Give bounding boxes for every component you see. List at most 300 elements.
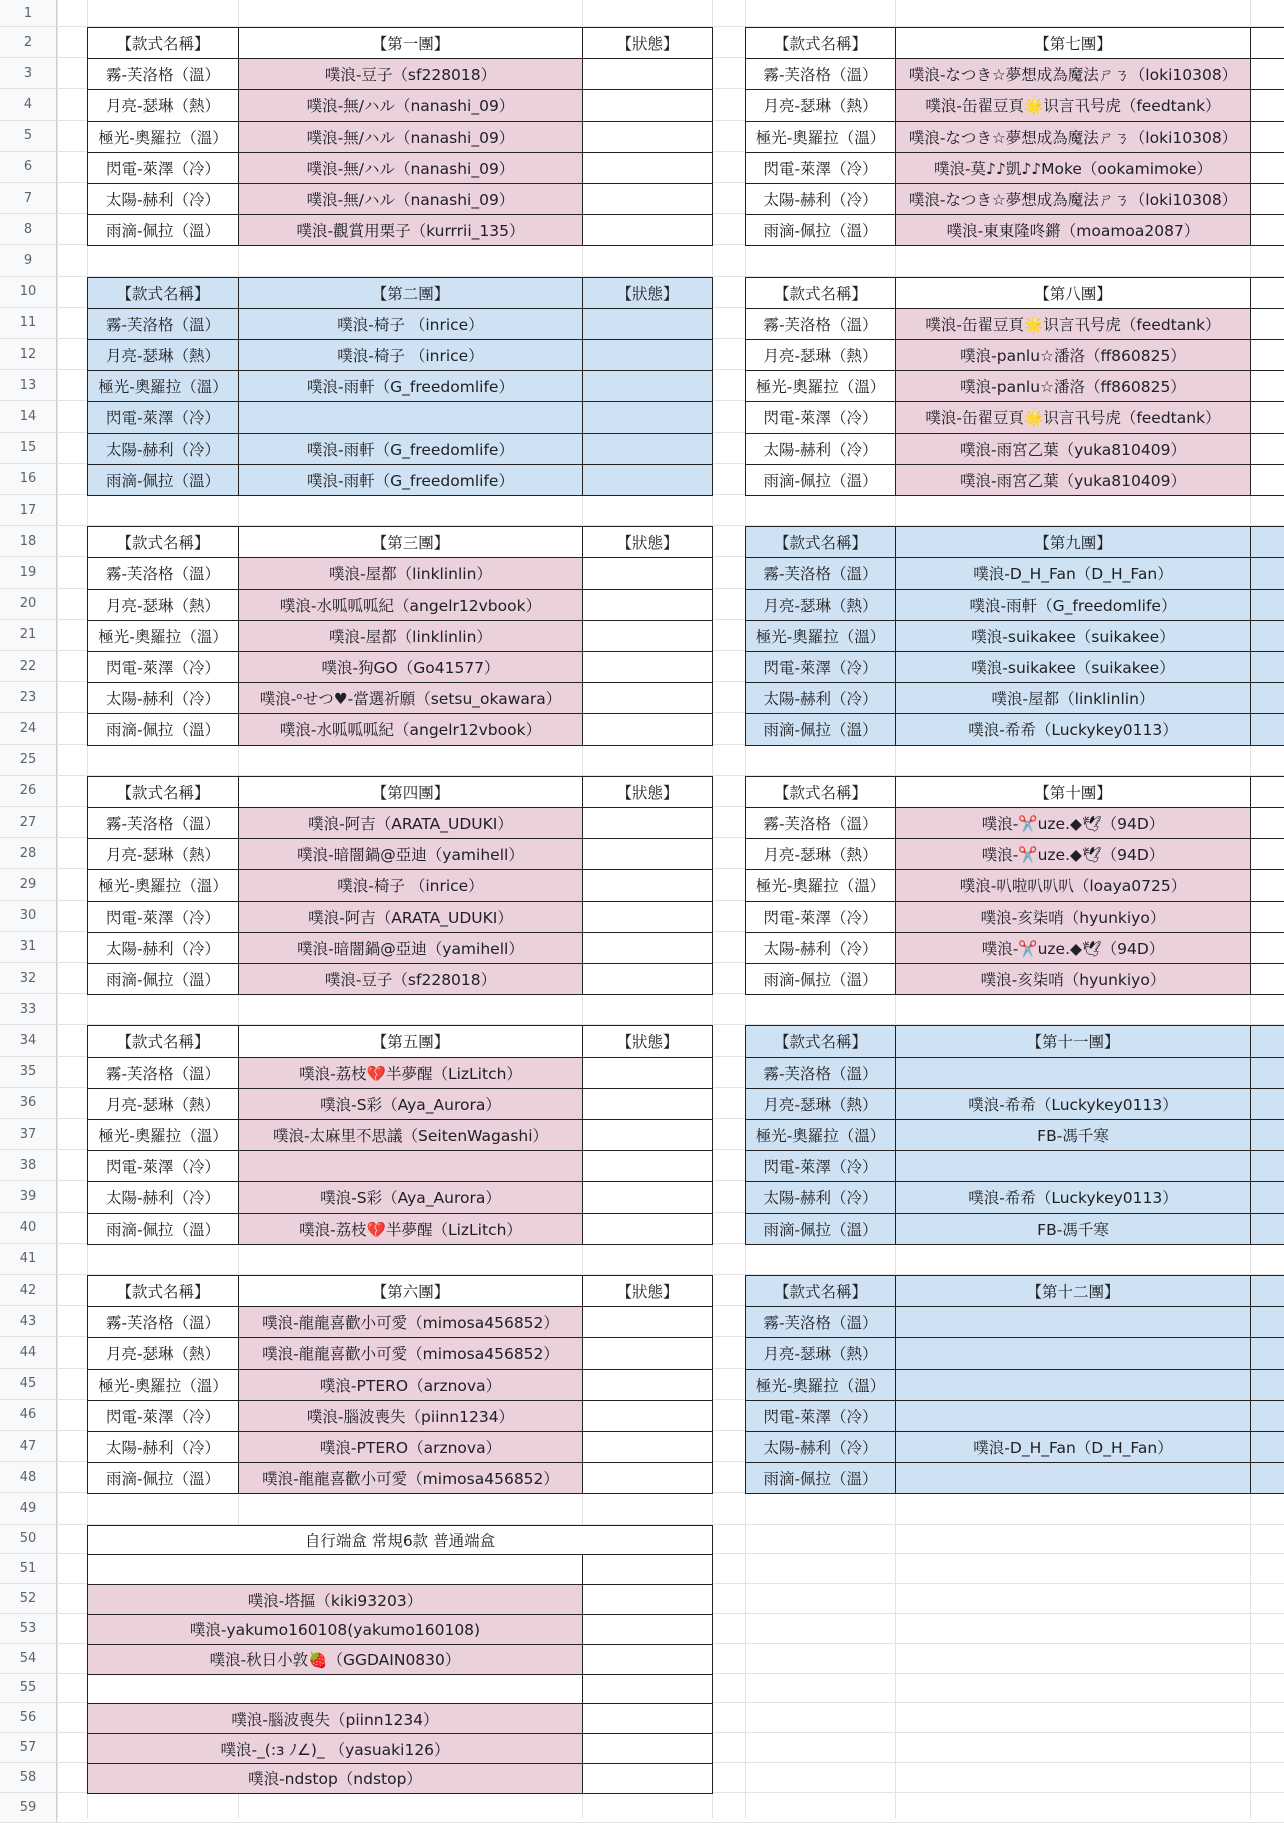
style-name-cell[interactable]: 閃電-萊澤（冷） <box>87 152 239 184</box>
row-number-header[interactable]: 14 <box>0 401 57 432</box>
row-number-header[interactable]: 22 <box>0 651 57 682</box>
style-name-cell[interactable]: 閃電-萊澤（冷） <box>745 152 896 184</box>
status-cell[interactable] <box>1250 1150 1284 1182</box>
style-name-cell[interactable]: 月亮-瑟琳（熱） <box>87 339 239 371</box>
style-name-cell[interactable]: 霧-芙洛格（溫） <box>87 557 239 589</box>
style-name-cell[interactable]: 月亮-瑟琳（熱） <box>745 838 896 870</box>
member-cell[interactable] <box>895 1337 1251 1369</box>
member-cell[interactable]: FB-馮千寒 <box>895 1119 1251 1151</box>
member-cell[interactable]: 噗浪-✂️uze.◆🕊（94D） <box>895 932 1251 964</box>
style-name-cell[interactable]: 霧-芙洛格（溫） <box>87 807 239 839</box>
row-number-header[interactable]: 35 <box>0 1057 57 1088</box>
member-cell[interactable]: 噗浪-荔枝💔半夢醒（LizLitch） <box>238 1213 583 1245</box>
row-number-header[interactable]: 28 <box>0 838 57 869</box>
blank-cell[interactable] <box>87 1554 583 1585</box>
status-cell[interactable] <box>582 1337 713 1369</box>
style-name-cell[interactable]: 極光-奧羅拉（溫） <box>87 869 239 901</box>
row-number-header[interactable]: 15 <box>0 433 57 464</box>
row-number-header[interactable]: 51 <box>0 1554 57 1584</box>
status-cell[interactable] <box>582 963 713 995</box>
member-cell[interactable]: 噗浪-缶翟豆頁🌟识言卂号虎（feedtank） <box>895 401 1251 433</box>
member-cell[interactable]: 噗浪-希希（Luckykey0113） <box>895 1181 1251 1213</box>
style-name-cell[interactable]: 太陽-赫利（冷） <box>745 682 896 714</box>
member-cell[interactable]: 噗浪-雨宮乙葉（yuka810409） <box>895 433 1251 465</box>
style-name-cell[interactable]: 雨滴-佩拉（溫） <box>87 1462 239 1494</box>
group-status-header: 【狀態】 <box>582 277 713 309</box>
member-cell[interactable]: 噗浪-無/ハル（nanashi_09） <box>238 121 583 153</box>
status-cell[interactable] <box>582 1181 713 1213</box>
style-name-cell[interactable]: 霧-芙洛格（溫） <box>745 1306 896 1338</box>
status-cell[interactable] <box>1250 58 1284 90</box>
group-title: 【第九團】 <box>895 526 1251 558</box>
member-cell[interactable]: 噗浪-なつき☆夢想成為魔法ㄕㄋ（loki10308） <box>895 58 1251 90</box>
status-cell[interactable] <box>582 1213 713 1245</box>
member-cell[interactable]: 噗浪-ᵒせつ♥-當選祈願（setsu_okawara） <box>238 682 583 714</box>
member-cell[interactable]: 噗浪-龍龍喜歡小可愛（mimosa456852） <box>238 1462 583 1494</box>
member-cell[interactable]: 噗浪-雨軒（G_freedomlife） <box>238 370 583 402</box>
status-cell[interactable] <box>582 152 713 184</box>
style-name-cell[interactable]: 霧-芙洛格（溫） <box>87 1057 239 1089</box>
status-cell[interactable] <box>582 370 713 402</box>
style-name-cell[interactable]: 閃電-萊澤（冷） <box>87 1400 239 1432</box>
member-cell[interactable] <box>895 1400 1251 1432</box>
row-number-header[interactable]: 7 <box>0 183 57 214</box>
status-cell[interactable] <box>582 1369 713 1401</box>
status-cell[interactable] <box>582 1614 713 1645</box>
member-cell[interactable]: 噗浪-豆子（sf228018） <box>238 963 583 995</box>
member-cell[interactable]: 噗浪-腦波喪失（piinn1234） <box>238 1400 583 1432</box>
member-cell[interactable]: 噗浪-水呱呱呱紀（angelr12vbook） <box>238 713 583 745</box>
style-name-cell[interactable]: 月亮-瑟琳（熱） <box>745 1337 896 1369</box>
style-name-cell[interactable]: 極光-奧羅拉（溫） <box>745 1119 896 1151</box>
member-cell[interactable]: 噗浪-缶翟豆頁🌟识言卂号虎（feedtank） <box>895 308 1251 340</box>
row-number-header[interactable]: 29 <box>0 869 57 900</box>
style-name-cell[interactable]: 月亮-瑟琳（熱） <box>745 89 896 121</box>
row-number-header[interactable]: 37 <box>0 1119 57 1150</box>
row-number-header[interactable]: 8 <box>0 214 57 245</box>
row-number-header[interactable]: 2 <box>0 27 57 58</box>
row-number-header[interactable]: 11 <box>0 308 57 339</box>
group-title: 【第二團】 <box>238 277 583 309</box>
status-cell[interactable] <box>1250 1400 1284 1432</box>
member-cell[interactable]: 噗浪-椅子 （inrice） <box>238 339 583 371</box>
style-name-cell[interactable]: 月亮-瑟琳（熱） <box>87 1337 239 1369</box>
member-cell[interactable]: 噗浪-屋都（linklinlin） <box>238 620 583 652</box>
style-name-cell[interactable]: 霧-芙洛格（溫） <box>745 58 896 90</box>
status-cell[interactable] <box>1250 89 1284 121</box>
style-name-cell[interactable]: 霧-芙洛格（溫） <box>745 557 896 589</box>
status-cell[interactable] <box>1250 807 1284 839</box>
status-cell[interactable] <box>582 121 713 153</box>
row-gridline <box>57 1822 1284 1823</box>
member-cell[interactable] <box>895 1369 1251 1401</box>
row-number-header[interactable]: 41 <box>0 1244 57 1275</box>
member-cell[interactable] <box>238 401 583 433</box>
style-name-cell[interactable]: 月亮-瑟琳（熱） <box>87 89 239 121</box>
style-name-cell[interactable]: 閃電-萊澤（冷） <box>745 1400 896 1432</box>
member-cell[interactable]: 噗浪-panlu☆潘洛（ff860825） <box>895 370 1251 402</box>
member-cell[interactable]: 噗浪-D_H_Fan（D_H_Fan） <box>895 1431 1251 1463</box>
row-number-header[interactable]: 55 <box>0 1674 57 1704</box>
style-name-cell[interactable]: 太陽-赫利（冷） <box>87 1181 239 1213</box>
member-cell[interactable]: 噗浪-✂️uze.◆🕊（94D） <box>895 838 1251 870</box>
status-cell[interactable] <box>1250 1369 1284 1401</box>
member-cell[interactable]: 噗浪-S彩（Aya_Aurora） <box>238 1088 583 1120</box>
row-number-header[interactable]: 54 <box>0 1644 57 1674</box>
style-name-cell[interactable]: 閃電-萊澤（冷） <box>745 901 896 933</box>
blank-cell[interactable] <box>87 1674 583 1705</box>
status-cell[interactable] <box>582 1584 713 1615</box>
status-cell[interactable] <box>582 1400 713 1432</box>
member-cell[interactable]: 噗浪-suikakee（suikakee） <box>895 651 1251 683</box>
style-name-cell[interactable]: 太陽-赫利（冷） <box>87 932 239 964</box>
style-name-cell[interactable]: 極光-奧羅拉（溫） <box>87 121 239 153</box>
row-number-header[interactable]: 5 <box>0 121 57 152</box>
row-number-header[interactable]: 45 <box>0 1369 57 1400</box>
status-cell[interactable] <box>582 339 713 371</box>
style-name-cell[interactable]: 太陽-赫利（冷） <box>745 1431 896 1463</box>
style-name-cell[interactable]: 霧-芙洛格（溫） <box>87 1306 239 1338</box>
status-cell[interactable] <box>1250 1462 1284 1494</box>
status-cell[interactable] <box>582 713 713 745</box>
status-cell[interactable] <box>582 1119 713 1151</box>
group-status-header <box>1250 526 1284 558</box>
row-number-header[interactable]: 34 <box>0 1025 57 1056</box>
status-cell[interactable] <box>1250 152 1284 184</box>
style-name-cell[interactable]: 閃電-萊澤（冷） <box>745 401 896 433</box>
style-name-cell[interactable]: 雨滴-佩拉（溫） <box>745 464 896 496</box>
row-number-header[interactable]: 1 <box>0 0 57 27</box>
blank-cell[interactable] <box>582 1674 713 1705</box>
row-number-header[interactable]: 16 <box>0 464 57 495</box>
member-cell[interactable]: 噗浪-雨宮乙葉（yuka810409） <box>895 464 1251 496</box>
member-cell[interactable]: 噗浪-椅子 （inrice） <box>238 869 583 901</box>
status-cell[interactable] <box>582 1057 713 1089</box>
row-number-header[interactable]: 10 <box>0 277 57 308</box>
row-number-header[interactable]: 21 <box>0 620 57 651</box>
status-cell[interactable] <box>1250 1057 1284 1089</box>
status-cell[interactable] <box>582 308 713 340</box>
member-cell[interactable]: 噗浪-觀賞用栗子（kurrrii_135） <box>238 214 583 246</box>
member-cell[interactable]: 噗浪-無/ハル（nanashi_09） <box>238 183 583 215</box>
status-cell[interactable] <box>582 620 713 652</box>
style-name-cell[interactable]: 極光-奧羅拉（溫） <box>745 370 896 402</box>
status-cell[interactable] <box>1250 433 1284 465</box>
member-cell[interactable]: 噗浪-暗闇鍋@亞迪（yamihell） <box>238 932 583 964</box>
row-number-header[interactable]: 31 <box>0 932 57 963</box>
style-name-cell[interactable]: 雨滴-佩拉（溫） <box>87 214 239 246</box>
status-cell[interactable] <box>1250 1306 1284 1338</box>
member-cell[interactable]: FB-馮千寒 <box>895 1213 1251 1245</box>
style-name-cell[interactable]: 極光-奧羅拉（溫） <box>745 1369 896 1401</box>
style-name-cell[interactable]: 霧-芙洛格（溫） <box>87 58 239 90</box>
style-name-cell[interactable]: 雨滴-佩拉（溫） <box>87 1213 239 1245</box>
row-number-header[interactable]: 44 <box>0 1337 57 1368</box>
style-name-cell[interactable]: 太陽-赫利（冷） <box>745 932 896 964</box>
row-number-header[interactable]: 47 <box>0 1431 57 1462</box>
style-name-cell[interactable]: 極光-奧羅拉（溫） <box>87 620 239 652</box>
status-cell[interactable] <box>582 464 713 496</box>
member-cell[interactable]: 噗浪-莫♪♪凱♪♪Moke（ookamimoke） <box>895 152 1251 184</box>
style-name-cell[interactable]: 雨滴-佩拉（溫） <box>87 464 239 496</box>
status-cell[interactable] <box>1250 620 1284 652</box>
member-cell[interactable]: 噗浪-希希（Luckykey0113） <box>895 713 1251 745</box>
row-number-header[interactable]: 39 <box>0 1181 57 1212</box>
member-cell[interactable]: 噗浪-東東隆咚鏘（moamoa2087） <box>895 214 1251 246</box>
style-name-cell[interactable]: 霧-芙洛格（溫） <box>745 1057 896 1089</box>
member-cell[interactable]: 噗浪-PTERO（arznova） <box>238 1431 583 1463</box>
status-cell[interactable] <box>1250 1431 1284 1463</box>
member-cell[interactable]: 噗浪-狗GO（Go41577） <box>238 651 583 683</box>
status-cell[interactable] <box>582 1150 713 1182</box>
row-number-header[interactable]: 30 <box>0 901 57 932</box>
member-cell[interactable]: 噗浪-雨軒（G_freedomlife） <box>238 433 583 465</box>
member-cell[interactable]: 噗浪-豆子（sf228018） <box>238 58 583 90</box>
status-cell[interactable] <box>582 433 713 465</box>
row-number-header[interactable]: 27 <box>0 807 57 838</box>
status-cell[interactable] <box>1250 838 1284 870</box>
style-name-cell[interactable]: 雨滴-佩拉（溫） <box>87 713 239 745</box>
style-name-cell[interactable]: 太陽-赫利（冷） <box>87 682 239 714</box>
member-cell[interactable]: 噗浪-屋都（linklinlin） <box>238 557 583 589</box>
member-cell[interactable]: 噗浪-屋都（linklinlin） <box>895 682 1251 714</box>
member-cell[interactable]: 噗浪-無/ハル（nanashi_09） <box>238 152 583 184</box>
row-number-header[interactable]: 52 <box>0 1584 57 1614</box>
group-name-header: 【款式名稱】 <box>87 776 239 808</box>
member-cell[interactable]: 噗浪-✂️uze.◆🕊（94D） <box>895 807 1251 839</box>
self-pack-member-cell[interactable]: 噗浪-yakumo160108(yakumo160108) <box>87 1614 583 1645</box>
style-name-cell[interactable]: 太陽-赫利（冷） <box>745 433 896 465</box>
status-cell[interactable] <box>1250 183 1284 215</box>
status-cell[interactable] <box>582 1431 713 1463</box>
row-number-header[interactable]: 17 <box>0 495 57 526</box>
status-cell[interactable] <box>1250 869 1284 901</box>
group-status-header: 【狀態】 <box>582 1275 713 1307</box>
row-number-header[interactable]: 36 <box>0 1088 57 1119</box>
status-cell[interactable] <box>1250 932 1284 964</box>
row-number-header[interactable]: 20 <box>0 589 57 620</box>
status-cell[interactable] <box>1250 1213 1284 1245</box>
member-cell[interactable]: 噗浪-なつき☆夢想成為魔法ㄕㄋ（loki10308） <box>895 121 1251 153</box>
member-cell[interactable]: 噗浪-D_H_Fan（D_H_Fan） <box>895 557 1251 589</box>
row-number-header[interactable]: 49 <box>0 1493 57 1524</box>
member-cell[interactable]: 噗浪-suikakee（suikakee） <box>895 620 1251 652</box>
row-number-header[interactable]: 50 <box>0 1525 57 1555</box>
member-cell[interactable]: 噗浪-希希（Luckykey0113） <box>895 1088 1251 1120</box>
self-pack-member-cell[interactable]: 噗浪-_(:з ﾉ∠)_ （yasuaki126） <box>87 1733 583 1764</box>
self-pack-member-cell[interactable]: 噗浪-腦波喪失（piinn1234） <box>87 1703 583 1734</box>
status-cell[interactable] <box>582 901 713 933</box>
member-cell[interactable]: 噗浪-阿吉（ARATA_UDUKI） <box>238 807 583 839</box>
style-name-cell[interactable]: 月亮-瑟琳（熱） <box>87 589 239 621</box>
style-name-cell[interactable]: 月亮-瑟琳（熱） <box>745 589 896 621</box>
member-cell[interactable] <box>895 1057 1251 1089</box>
status-cell[interactable] <box>1250 308 1284 340</box>
member-cell[interactable]: 噗浪-亥柒哨（hyunkiyo） <box>895 963 1251 995</box>
style-name-cell[interactable]: 月亮-瑟琳（熱） <box>87 1088 239 1120</box>
row-number-header[interactable]: 57 <box>0 1733 57 1763</box>
style-name-cell[interactable]: 極光-奧羅拉（溫） <box>87 1369 239 1401</box>
status-cell[interactable] <box>582 1644 713 1675</box>
member-cell[interactable]: 噗浪-太麻里不思議（SeitenWagashi） <box>238 1119 583 1151</box>
row-number-header[interactable]: 23 <box>0 682 57 713</box>
row-number-header[interactable]: 9 <box>0 245 57 276</box>
row-number-header[interactable]: 18 <box>0 526 57 557</box>
status-cell[interactable] <box>582 401 713 433</box>
style-name-cell[interactable]: 閃電-萊澤（冷） <box>745 651 896 683</box>
row-number-header[interactable]: 13 <box>0 370 57 401</box>
status-cell[interactable] <box>1250 1337 1284 1369</box>
style-name-cell[interactable]: 霧-芙洛格（溫） <box>745 807 896 839</box>
style-name-cell[interactable]: 雨滴-佩拉（溫） <box>745 1213 896 1245</box>
status-cell[interactable] <box>1250 1119 1284 1151</box>
member-cell[interactable]: 噗浪-panlu☆潘洛（ff860825） <box>895 339 1251 371</box>
style-name-cell[interactable]: 月亮-瑟琳（熱） <box>745 1088 896 1120</box>
style-name-cell[interactable]: 太陽-赫利（冷） <box>87 1431 239 1463</box>
group-title: 【第十團】 <box>895 776 1251 808</box>
status-cell[interactable] <box>1250 589 1284 621</box>
member-cell[interactable]: 噗浪-無/ハル（nanashi_09） <box>238 89 583 121</box>
self-pack-member-cell[interactable]: 噗浪-塔摳（kiki93203） <box>87 1584 583 1615</box>
group-name-header: 【款式名稱】 <box>745 526 896 558</box>
member-cell[interactable]: 噗浪-阿吉（ARATA_UDUKI） <box>238 901 583 933</box>
style-name-cell[interactable]: 月亮-瑟琳（熱） <box>745 339 896 371</box>
status-cell[interactable] <box>582 807 713 839</box>
member-cell[interactable]: 噗浪-叭啦叭叭叭（loaya0725） <box>895 869 1251 901</box>
status-cell[interactable] <box>582 183 713 215</box>
style-name-cell[interactable]: 太陽-赫利（冷） <box>87 433 239 465</box>
status-cell[interactable] <box>1250 682 1284 714</box>
status-cell[interactable] <box>582 869 713 901</box>
row-number-header[interactable]: 19 <box>0 557 57 588</box>
status-cell[interactable] <box>582 1306 713 1338</box>
row-number-header[interactable]: 38 <box>0 1150 57 1181</box>
member-cell[interactable]: 噗浪-雨軒（G_freedomlife） <box>238 464 583 496</box>
row-number-header[interactable]: 48 <box>0 1462 57 1493</box>
status-cell[interactable] <box>1250 1088 1284 1120</box>
row-number-header[interactable]: 24 <box>0 713 57 744</box>
status-cell[interactable] <box>582 1703 713 1734</box>
member-cell[interactable]: 噗浪-S彩（Aya_Aurora） <box>238 1181 583 1213</box>
member-cell[interactable]: 噗浪-雨軒（G_freedomlife） <box>895 589 1251 621</box>
status-cell[interactable] <box>1250 401 1284 433</box>
blank-cell[interactable] <box>582 1554 713 1585</box>
member-cell[interactable]: 噗浪-缶翟豆頁🌟识言卂号虎（feedtank） <box>895 89 1251 121</box>
style-name-cell[interactable]: 極光-奧羅拉（溫） <box>745 121 896 153</box>
row-number-header[interactable]: 53 <box>0 1614 57 1644</box>
status-cell[interactable] <box>1250 214 1284 246</box>
member-cell[interactable] <box>238 1150 583 1182</box>
style-name-cell[interactable]: 雨滴-佩拉（溫） <box>87 963 239 995</box>
style-name-cell[interactable]: 雨滴-佩拉（溫） <box>745 1462 896 1494</box>
status-cell[interactable] <box>1250 121 1284 153</box>
row-number-header[interactable]: 42 <box>0 1275 57 1306</box>
status-cell[interactable] <box>582 89 713 121</box>
style-name-cell[interactable]: 閃電-萊澤（冷） <box>87 1150 239 1182</box>
status-cell[interactable] <box>582 58 713 90</box>
status-cell[interactable] <box>582 932 713 964</box>
style-name-cell[interactable]: 太陽-赫利（冷） <box>745 183 896 215</box>
row-number-header[interactable]: 25 <box>0 745 57 776</box>
row-number-header[interactable]: 6 <box>0 152 57 183</box>
style-name-cell[interactable]: 極光-奧羅拉（溫） <box>87 370 239 402</box>
style-name-cell[interactable]: 太陽-赫利（冷） <box>87 183 239 215</box>
status-cell[interactable] <box>1250 339 1284 371</box>
row-number-header[interactable]: 33 <box>0 994 57 1025</box>
row-number-header[interactable]: 3 <box>0 58 57 89</box>
member-cell[interactable]: 噗浪-龍龍喜歡小可愛（mimosa456852） <box>238 1306 583 1338</box>
status-cell[interactable] <box>582 1733 713 1764</box>
status-cell[interactable] <box>582 589 713 621</box>
self-pack-member-cell[interactable]: 噗浪-秋日小敦🍓（GGDAIN0830） <box>87 1644 583 1675</box>
self-pack-member-cell[interactable]: 噗浪-ndstop（ndstop） <box>87 1763 583 1794</box>
member-cell[interactable] <box>895 1150 1251 1182</box>
style-name-cell[interactable]: 月亮-瑟琳（熱） <box>87 838 239 870</box>
row-number-header[interactable]: 58 <box>0 1763 57 1793</box>
member-cell[interactable]: 噗浪-なつき☆夢想成為魔法ㄕㄋ（loki10308） <box>895 183 1251 215</box>
style-name-cell[interactable]: 雨滴-佩拉（溫） <box>745 214 896 246</box>
status-cell[interactable] <box>582 214 713 246</box>
style-name-cell[interactable]: 極光-奧羅拉（溫） <box>745 620 896 652</box>
member-cell[interactable]: 噗浪-暗闇鍋@亞迪（yamihell） <box>238 838 583 870</box>
member-cell[interactable]: 噗浪-荔枝💔半夢醒（LizLitch） <box>238 1057 583 1089</box>
member-cell[interactable]: 噗浪-PTERO（arznova） <box>238 1369 583 1401</box>
member-cell[interactable]: 噗浪-亥柒哨（hyunkiyo） <box>895 901 1251 933</box>
status-cell[interactable] <box>582 557 713 589</box>
style-name-cell[interactable]: 閃電-萊澤（冷） <box>745 1150 896 1182</box>
member-cell[interactable]: 噗浪-椅子 （inrice） <box>238 308 583 340</box>
status-cell[interactable] <box>1250 651 1284 683</box>
row-number-header[interactable]: 12 <box>0 339 57 370</box>
status-cell[interactable] <box>582 682 713 714</box>
status-cell[interactable] <box>1250 901 1284 933</box>
status-cell[interactable] <box>1250 464 1284 496</box>
member-cell[interactable] <box>895 1462 1251 1494</box>
row-number-header[interactable]: 46 <box>0 1400 57 1431</box>
status-cell[interactable] <box>582 1088 713 1120</box>
style-name-cell[interactable]: 閃電-萊澤（冷） <box>87 901 239 933</box>
status-cell[interactable] <box>582 1763 713 1794</box>
row-number-header[interactable]: 32 <box>0 963 57 994</box>
status-cell[interactable] <box>582 651 713 683</box>
status-cell[interactable] <box>582 838 713 870</box>
status-cell[interactable] <box>582 1462 713 1494</box>
status-cell[interactable] <box>1250 557 1284 589</box>
style-name-cell[interactable]: 閃電-萊澤（冷） <box>87 651 239 683</box>
style-name-cell[interactable]: 極光-奧羅拉（溫） <box>745 869 896 901</box>
member-cell[interactable]: 噗浪-龍龍喜歡小可愛（mimosa456852） <box>238 1337 583 1369</box>
status-cell[interactable] <box>1250 370 1284 402</box>
row-number-header[interactable]: 26 <box>0 776 57 807</box>
member-cell[interactable]: 噗浪-水呱呱呱紀（angelr12vbook） <box>238 589 583 621</box>
style-name-cell[interactable]: 霧-芙洛格（溫） <box>745 308 896 340</box>
status-cell[interactable] <box>1250 963 1284 995</box>
row-number-header[interactable]: 43 <box>0 1306 57 1337</box>
row-number-header[interactable]: 4 <box>0 89 57 120</box>
status-cell[interactable] <box>1250 1181 1284 1213</box>
style-name-cell[interactable]: 霧-芙洛格（溫） <box>87 308 239 340</box>
member-cell[interactable] <box>895 1306 1251 1338</box>
row-number-header[interactable]: 40 <box>0 1213 57 1244</box>
style-name-cell[interactable]: 雨滴-佩拉（溫） <box>745 713 896 745</box>
style-name-cell[interactable]: 閃電-萊澤（冷） <box>87 401 239 433</box>
style-name-cell[interactable]: 雨滴-佩拉（溫） <box>745 963 896 995</box>
row-number-header[interactable]: 56 <box>0 1703 57 1733</box>
row-number-header[interactable]: 59 <box>0 1793 57 1823</box>
style-name-cell[interactable]: 太陽-赫利（冷） <box>745 1181 896 1213</box>
status-cell[interactable] <box>1250 713 1284 745</box>
style-name-cell[interactable]: 極光-奧羅拉（溫） <box>87 1119 239 1151</box>
